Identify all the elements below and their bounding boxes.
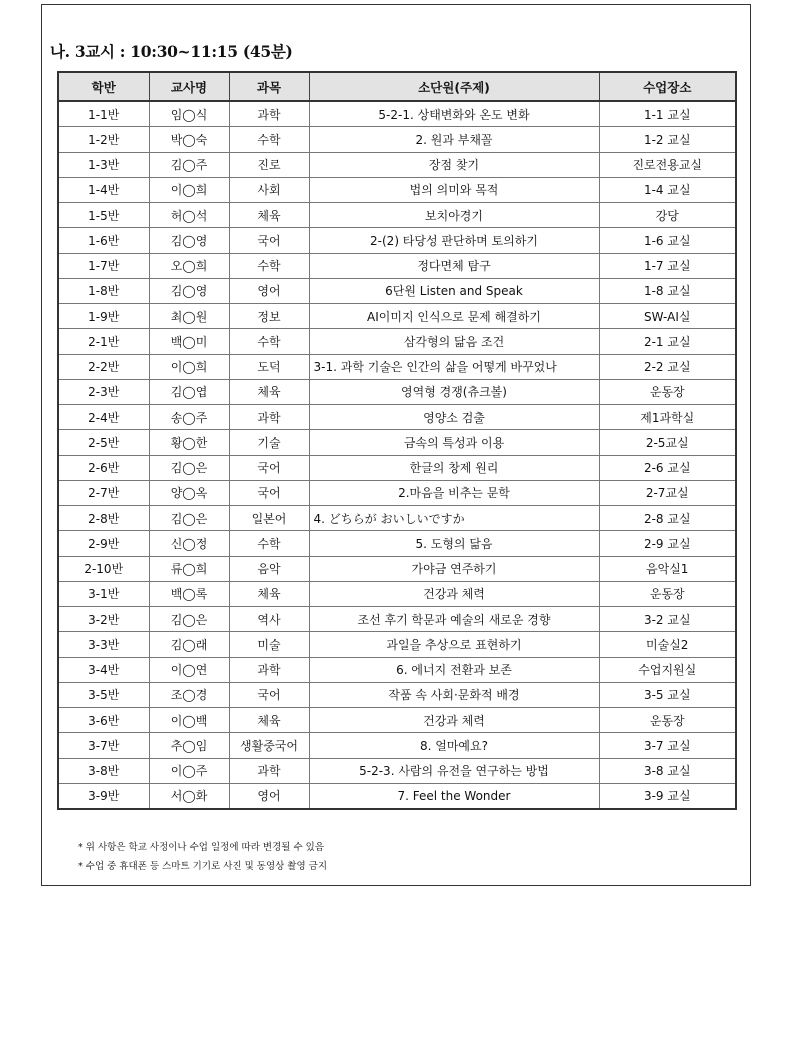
cell-subject: 미술 bbox=[229, 632, 309, 657]
cell-place: 1-7 교실 bbox=[599, 253, 736, 278]
column-header-place: 수업장소 bbox=[599, 72, 736, 101]
cell-teacher: 이◯연 bbox=[149, 657, 229, 682]
cell-class: 1-6반 bbox=[58, 228, 149, 253]
column-header-topic: 소단원(주제) bbox=[309, 72, 599, 101]
table-row bbox=[58, 101, 736, 127]
schedule-table bbox=[57, 71, 737, 810]
cell-subject: 과학 bbox=[229, 657, 309, 682]
cell-topic: 6단원 Listen and Speak bbox=[309, 278, 599, 303]
table-row bbox=[58, 682, 736, 707]
cell-place: 1-8 교실 bbox=[599, 278, 736, 303]
cell-teacher: 추◯임 bbox=[149, 733, 229, 758]
cell-subject: 체육 bbox=[229, 708, 309, 733]
cell-teacher: 최◯원 bbox=[149, 304, 229, 329]
cell-subject: 진로 bbox=[229, 152, 309, 177]
cell-class: 1-1반 bbox=[58, 101, 149, 127]
table-row bbox=[58, 758, 736, 783]
cell-topic: 가야금 연주하기 bbox=[309, 556, 599, 581]
table-row bbox=[58, 607, 736, 632]
table-row bbox=[58, 228, 736, 253]
cell-topic: 2. 원과 부채꼴 bbox=[309, 127, 599, 152]
cell-class: 1-5반 bbox=[58, 203, 149, 228]
cell-teacher: 김◯엽 bbox=[149, 379, 229, 404]
cell-subject: 체육 bbox=[229, 203, 309, 228]
cell-subject: 체육 bbox=[229, 581, 309, 606]
cell-place: 2-2 교실 bbox=[599, 354, 736, 379]
table-row bbox=[58, 127, 736, 152]
cell-place: 3-2 교실 bbox=[599, 607, 736, 632]
cell-topic: 장점 찾기 bbox=[309, 152, 599, 177]
cell-topic: 5-2-1. 상태변화와 온도 변화 bbox=[309, 101, 599, 127]
table-row bbox=[58, 506, 736, 531]
table-row bbox=[58, 657, 736, 682]
cell-teacher: 김◯은 bbox=[149, 607, 229, 632]
cell-topic: 삼각형의 닮음 조건 bbox=[309, 329, 599, 354]
cell-topic: 보치아경기 bbox=[309, 203, 599, 228]
notes bbox=[78, 838, 327, 876]
table-row bbox=[58, 733, 736, 758]
cell-teacher: 서◯화 bbox=[149, 783, 229, 809]
column-header-subject: 과목 bbox=[229, 72, 309, 101]
table-row bbox=[58, 405, 736, 430]
cell-teacher: 김◯주 bbox=[149, 152, 229, 177]
cell-topic: 2-(2) 타당성 판단하며 토의하기 bbox=[309, 228, 599, 253]
cell-place: 3-7 교실 bbox=[599, 733, 736, 758]
table-row bbox=[58, 531, 736, 556]
cell-topic: 영역형 경쟁(츄크볼) bbox=[309, 379, 599, 404]
cell-place: 1-4 교실 bbox=[599, 177, 736, 202]
cell-topic: 과일을 추상으로 표현하기 bbox=[309, 632, 599, 657]
cell-class: 3-7반 bbox=[58, 733, 149, 758]
cell-class: 3-2반 bbox=[58, 607, 149, 632]
cell-class: 1-2반 bbox=[58, 127, 149, 152]
table-row bbox=[58, 632, 736, 657]
cell-topic: 8. 얼마예요? bbox=[309, 733, 599, 758]
table-row bbox=[58, 177, 736, 202]
cell-subject: 영어 bbox=[229, 783, 309, 809]
cell-place: 3-9 교실 bbox=[599, 783, 736, 809]
cell-place: 2-7교실 bbox=[599, 480, 736, 505]
column-header-class: 학반 bbox=[58, 72, 149, 101]
cell-teacher: 백◯록 bbox=[149, 581, 229, 606]
cell-subject: 수학 bbox=[229, 329, 309, 354]
table-row bbox=[58, 329, 736, 354]
cell-teacher: 백◯미 bbox=[149, 329, 229, 354]
table-row bbox=[58, 304, 736, 329]
cell-class: 2-9반 bbox=[58, 531, 149, 556]
cell-teacher: 허◯석 bbox=[149, 203, 229, 228]
cell-topic: 작품 속 사회·문화적 배경 bbox=[309, 682, 599, 707]
cell-class: 2-1반 bbox=[58, 329, 149, 354]
cell-place: 2-5교실 bbox=[599, 430, 736, 455]
cell-subject: 일본어 bbox=[229, 506, 309, 531]
cell-teacher: 김◯은 bbox=[149, 455, 229, 480]
cell-teacher: 이◯희 bbox=[149, 354, 229, 379]
cell-class: 3-8반 bbox=[58, 758, 149, 783]
cell-topic: AI이미지 인식으로 문제 해결하기 bbox=[309, 304, 599, 329]
cell-class: 2-8반 bbox=[58, 506, 149, 531]
cell-subject: 영어 bbox=[229, 278, 309, 303]
cell-teacher: 이◯주 bbox=[149, 758, 229, 783]
table-row bbox=[58, 430, 736, 455]
cell-topic: 건강과 체력 bbox=[309, 708, 599, 733]
cell-class: 2-6반 bbox=[58, 455, 149, 480]
cell-class: 3-4반 bbox=[58, 657, 149, 682]
table-header-row bbox=[58, 72, 736, 101]
cell-class: 2-5반 bbox=[58, 430, 149, 455]
cell-place: SW-AI실 bbox=[599, 304, 736, 329]
note-item: * 위 사항은 학교 사정이나 수업 일정에 따라 변경될 수 있음 bbox=[78, 842, 325, 853]
cell-place: 음악실1 bbox=[599, 556, 736, 581]
table-row bbox=[58, 581, 736, 606]
cell-place: 1-1 교실 bbox=[599, 101, 736, 127]
cell-place: 운동장 bbox=[599, 379, 736, 404]
cell-topic: 정다면체 탐구 bbox=[309, 253, 599, 278]
section-heading: 나. 3교시 : 10:30~11:15 (45분) bbox=[50, 42, 293, 61]
cell-place: 진로전용교실 bbox=[599, 152, 736, 177]
cell-teacher: 이◯백 bbox=[149, 708, 229, 733]
cell-teacher: 양◯옥 bbox=[149, 480, 229, 505]
cell-teacher: 신◯정 bbox=[149, 531, 229, 556]
table-row bbox=[58, 354, 736, 379]
cell-teacher: 김◯은 bbox=[149, 506, 229, 531]
table-row bbox=[58, 152, 736, 177]
cell-subject: 음악 bbox=[229, 556, 309, 581]
table-row bbox=[58, 783, 736, 809]
cell-subject: 생활중국어 bbox=[229, 733, 309, 758]
cell-class: 3-5반 bbox=[58, 682, 149, 707]
cell-topic: 금속의 특성과 이용 bbox=[309, 430, 599, 455]
cell-subject: 수학 bbox=[229, 531, 309, 556]
cell-teacher: 송◯주 bbox=[149, 405, 229, 430]
cell-class: 1-7반 bbox=[58, 253, 149, 278]
cell-topic: 2.마음을 비추는 문학 bbox=[309, 480, 599, 505]
cell-class: 3-1반 bbox=[58, 581, 149, 606]
cell-topic: 영양소 검출 bbox=[309, 405, 599, 430]
cell-subject: 과학 bbox=[229, 101, 309, 127]
cell-place: 3-5 교실 bbox=[599, 682, 736, 707]
table-body bbox=[58, 101, 736, 809]
cell-teacher: 임◯식 bbox=[149, 101, 229, 127]
cell-place: 1-2 교실 bbox=[599, 127, 736, 152]
cell-subject: 국어 bbox=[229, 455, 309, 480]
cell-place: 운동장 bbox=[599, 708, 736, 733]
cell-place: 2-9 교실 bbox=[599, 531, 736, 556]
cell-subject: 사회 bbox=[229, 177, 309, 202]
cell-place: 3-8 교실 bbox=[599, 758, 736, 783]
table-row bbox=[58, 278, 736, 303]
cell-place: 2-6 교실 bbox=[599, 455, 736, 480]
cell-subject: 과학 bbox=[229, 758, 309, 783]
cell-topic: 5. 도형의 닮음 bbox=[309, 531, 599, 556]
cell-subject: 기술 bbox=[229, 430, 309, 455]
cell-class: 1-8반 bbox=[58, 278, 149, 303]
cell-subject: 국어 bbox=[229, 682, 309, 707]
table-row bbox=[58, 480, 736, 505]
table-row bbox=[58, 556, 736, 581]
cell-class: 2-2반 bbox=[58, 354, 149, 379]
table-row bbox=[58, 203, 736, 228]
cell-class: 3-3반 bbox=[58, 632, 149, 657]
cell-teacher: 김◯래 bbox=[149, 632, 229, 657]
cell-class: 3-6반 bbox=[58, 708, 149, 733]
cell-subject: 도덕 bbox=[229, 354, 309, 379]
cell-class: 2-4반 bbox=[58, 405, 149, 430]
cell-class: 2-10반 bbox=[58, 556, 149, 581]
cell-teacher: 김◯영 bbox=[149, 228, 229, 253]
cell-place: 제1과학실 bbox=[599, 405, 736, 430]
note-item: * 수업 중 휴대폰 등 스마트 기기로 사진 및 동영상 촬영 금지 bbox=[78, 861, 328, 872]
cell-topic: 5-2-3. 사람의 유전을 연구하는 방법 bbox=[309, 758, 599, 783]
table-row bbox=[58, 455, 736, 480]
cell-place: 2-1 교실 bbox=[599, 329, 736, 354]
cell-class: 3-9반 bbox=[58, 783, 149, 809]
cell-teacher: 김◯영 bbox=[149, 278, 229, 303]
cell-teacher: 류◯희 bbox=[149, 556, 229, 581]
cell-teacher: 박◯숙 bbox=[149, 127, 229, 152]
cell-topic: 한글의 창제 원리 bbox=[309, 455, 599, 480]
cell-subject: 국어 bbox=[229, 228, 309, 253]
cell-class: 1-4반 bbox=[58, 177, 149, 202]
cell-topic: 4. どちらが おいしいですか bbox=[309, 506, 599, 531]
cell-subject: 과학 bbox=[229, 405, 309, 430]
cell-place: 1-6 교실 bbox=[599, 228, 736, 253]
cell-topic: 건강과 체력 bbox=[309, 581, 599, 606]
cell-subject: 수학 bbox=[229, 127, 309, 152]
cell-topic: 6. 에너지 전환과 보존 bbox=[309, 657, 599, 682]
cell-place: 수업지원실 bbox=[599, 657, 736, 682]
cell-teacher: 조◯경 bbox=[149, 682, 229, 707]
cell-place: 강당 bbox=[599, 203, 736, 228]
cell-class: 2-7반 bbox=[58, 480, 149, 505]
cell-class: 1-9반 bbox=[58, 304, 149, 329]
cell-topic: 7. Feel the Wonder bbox=[309, 783, 599, 809]
cell-place: 미술실2 bbox=[599, 632, 736, 657]
column-header-teacher: 교사명 bbox=[149, 72, 229, 101]
table-row bbox=[58, 379, 736, 404]
cell-subject: 정보 bbox=[229, 304, 309, 329]
cell-class: 2-3반 bbox=[58, 379, 149, 404]
cell-place: 2-8 교실 bbox=[599, 506, 736, 531]
cell-teacher: 황◯한 bbox=[149, 430, 229, 455]
cell-topic: 조선 후기 학문과 예술의 새로운 경향 bbox=[309, 607, 599, 632]
table-row bbox=[58, 708, 736, 733]
cell-subject: 수학 bbox=[229, 253, 309, 278]
table-row bbox=[58, 253, 736, 278]
cell-subject: 체육 bbox=[229, 379, 309, 404]
cell-teacher: 오◯희 bbox=[149, 253, 229, 278]
cell-topic: 3-1. 과학 기술은 인간의 삶을 어떻게 바꾸었나 bbox=[309, 354, 599, 379]
cell-teacher: 이◯희 bbox=[149, 177, 229, 202]
cell-subject: 역사 bbox=[229, 607, 309, 632]
cell-place: 운동장 bbox=[599, 581, 736, 606]
cell-class: 1-3반 bbox=[58, 152, 149, 177]
cell-topic: 법의 의미와 목적 bbox=[309, 177, 599, 202]
cell-subject: 국어 bbox=[229, 480, 309, 505]
